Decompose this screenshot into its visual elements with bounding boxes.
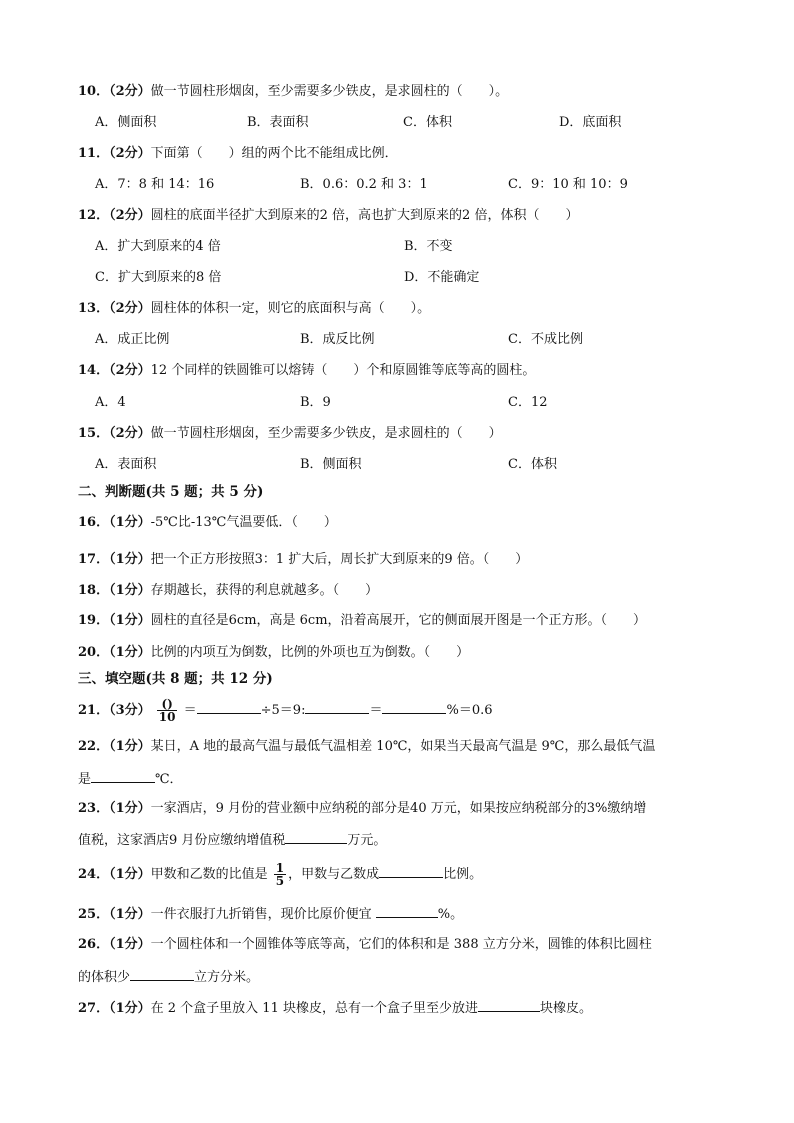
question-21: 21．（3分） $\frac{()}{10}$ ＝ ÷5＝9: ＝ %＝0.6 [78,697,493,724]
question-23-line-2: 值税，这家酒店9 月份应缴纳增值税 万元。 [78,830,386,850]
question-16: 16．（1分）-5℃比-13℃气温要低．（ ） [78,515,337,530]
question-24: 24．（1分）甲数和乙数的比值是 $\frac{1}{5}$ ，甲数与乙数成 比例。 [78,861,483,888]
question-22-line-2: 是 ℃． [78,769,183,789]
q15-option-a: A．表面积 [95,457,157,472]
answer-blank[interactable] [285,830,347,844]
question-15: 15．（2分）做一节圆柱形烟囱，至少需要多少铁皮，是求圆柱的（ ） [78,426,502,441]
answer-blank[interactable] [382,700,446,714]
answer-blank[interactable] [376,904,438,918]
q12-option-a: A．扩大到原来的4 倍 [95,239,221,254]
question-17: 17．（1分）把一个正方形按照3：1 扩大后，周长扩大到原来的9 倍。（ ） [78,552,529,567]
question-11: 11．（2分）下面第（ ）组的两个比不能组成比例． [78,146,398,161]
q15-option-b: B．侧面积 [300,457,362,472]
question-23: 23．（1分）一家酒店，9 月份的营业额中应纳税的部分是40 万元，如果按应纳税部分的3%缴纳增 [78,801,647,816]
answer-blank[interactable] [305,700,369,714]
q14-option-c: C．12 [508,395,548,410]
section-heading-fill-blank: 三、填空题(共 8 题；共 12 分) [78,671,273,687]
question-25: 25．（1分）一件衣服打九折销售，现价比原价便宜 %。 [78,904,463,924]
question-14: 14．（2分）12 个同样的铁圆锥可以熔铸（ ）个和原圆锥等底等高的圆柱。 [78,363,536,378]
q14-option-a: A．4 [95,395,126,410]
q11-option-c: C．9：10 和 10：9 [508,177,628,192]
q13-option-b: B．成反比例 [300,332,375,347]
section-heading-judgment: 二、判断题(共 5 题；共 5 分) [78,484,264,500]
q11-option-a: A．7：8 和 14：16 [95,177,215,192]
answer-blank[interactable] [379,864,443,878]
question-18: 18．（1分）存期越长，获得的利息就越多。（ ） [78,583,379,598]
question-26-line-2: 的体积少 立方分米。 [78,967,259,987]
fraction-one-fifth: $\frac{1}{5}$ [275,861,285,888]
q14-option-b: B．9 [300,395,331,410]
q10-option-b: B．表面积 [247,115,309,130]
question-19: 19．（1分）圆柱的直径是6cm，高是 6cm，沿着高展开，它的侧面展开图是一个正方形。（ ） [78,613,647,628]
q13-option-c: C．不成比例 [508,332,583,347]
question-26: 26．（1分）一个圆柱体和一个圆锥体等底等高，它们的体积和是 388 立方分米，圆锥的体积比圆柱 [78,937,652,952]
question-10: 10．（2分）做一节圆柱形烟囱，至少需要多少铁皮，是求圆柱的（ ）。 [78,84,509,99]
answer-blank[interactable] [197,700,261,714]
answer-blank[interactable] [91,769,155,783]
q12-option-c: C．扩大到原来的8 倍 [95,270,222,285]
q13-option-a: A．成正比例 [95,332,170,347]
question-22: 22．（1分）某日，A 地的最高气温与最低气温相差 10℃，如果当天最高气温是 9℃，那么最低气温 [78,739,656,754]
question-13: 13．（2分）圆柱体的体积一定，则它的底面积与高（ ）。 [78,301,431,316]
question-27: 27．（1分）在 2 个盒子里放入 11 块橡皮，总有一个盒子里至少放进 块橡皮。 [78,998,592,1018]
q10-option-a: A．侧面积 [95,115,157,130]
answer-blank[interactable] [130,967,194,981]
question-12: 12．（2分）圆柱的底面半径扩大到原来的2 倍，高也扩大到原来的2 倍，体积（ ） [78,208,579,223]
q12-option-b: B．不变 [404,239,453,254]
q10-option-d: D．底面积 [559,115,622,130]
answer-blank[interactable] [478,998,540,1012]
q11-option-b: B．0.6：0.2 和 3：1 [300,177,428,192]
q10-option-c: C．体积 [403,115,452,130]
fraction-blank-over-10: $\frac{()}{10}$ [158,697,176,724]
q12-option-d: D．不能确定 [404,270,480,285]
q15-option-c: C．体积 [508,457,557,472]
question-20: 20．（1分）比例的内项互为倒数，比例的外项也互为倒数。（ ） [78,645,470,660]
